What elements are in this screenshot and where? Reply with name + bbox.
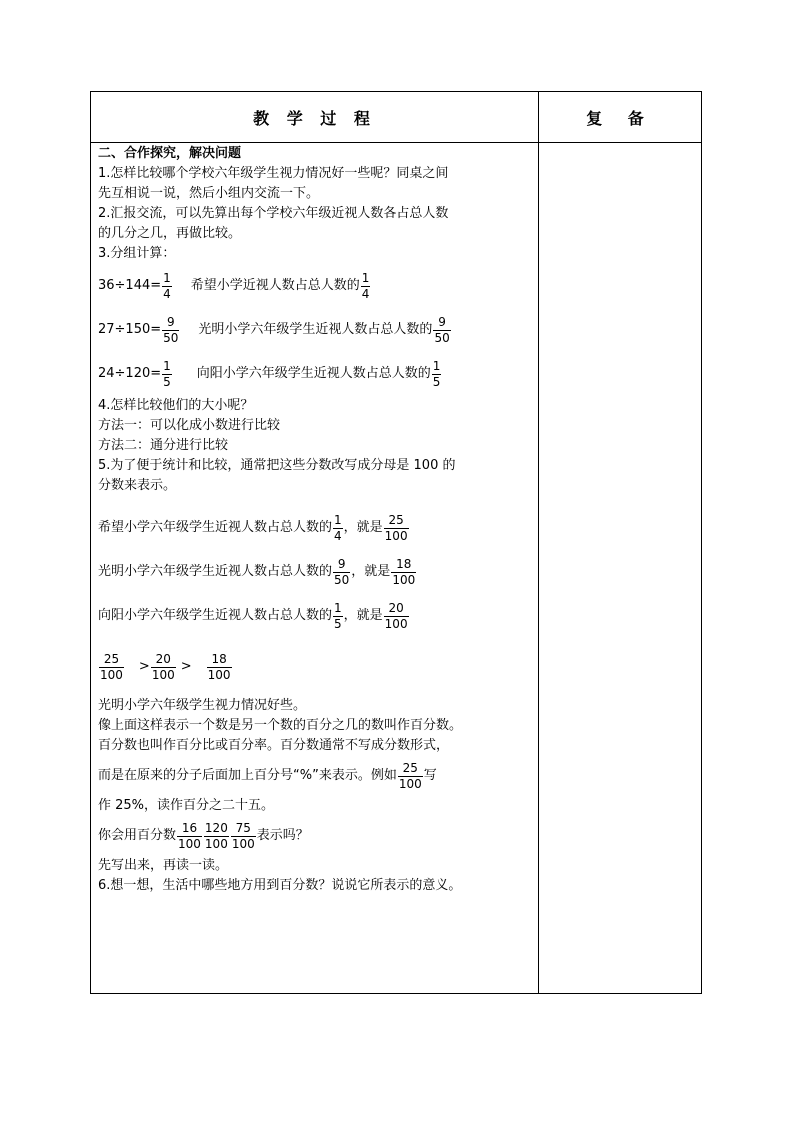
conversion-text: 光明小学六年级学生近视人数占总人数的 — [98, 564, 333, 579]
header-teaching-process: 教 学 过 程 — [91, 92, 539, 142]
paragraph-5: 5.为了便于统计和比较，通常把这些分数改写成分母是 100 的 — [98, 458, 456, 473]
calc-row — [98, 264, 538, 308]
question-row: 你会用百分数 $\frac{16}{100}$ $\frac{120}{100}$ $\frac{75}{100}$ 表示吗？ — [98, 820, 309, 851]
fraction: $\frac{25}{100}$ — [384, 512, 408, 543]
fraction: $\frac{75}{100}$ — [231, 820, 255, 851]
greater-than-sign: > — [180, 659, 192, 674]
fraction: $\frac{1}{5}$ — [432, 358, 441, 389]
fraction: $\frac{9}{50}$ — [163, 314, 179, 345]
method-2: 方法二：通分进行比较 — [98, 438, 229, 453]
column-divider — [538, 142, 539, 993]
greater-than-sign: > — [138, 659, 150, 674]
calc-text: 向阳小学六年级学生近视人数占总人数的 — [196, 366, 431, 381]
fraction: $\frac{20}{100}$ — [384, 600, 408, 631]
fraction: $\frac{1}{4}$ — [163, 270, 171, 301]
paragraph-6: 6.想一想，生活中哪些地方用到百分数？说说它所表示的意义。 — [98, 878, 462, 893]
conclusion-4: 而是在原来的分子后面加上百分号“%”来表示。例如 $\frac{25}{100}$ 写 — [98, 760, 437, 791]
method-1: 方法一：可以化成小数进行比较 — [98, 418, 281, 433]
lesson-table — [90, 91, 702, 994]
fraction: $\frac{120}{100}$ — [204, 820, 228, 851]
paragraph-5b: 分数来表示。 — [98, 478, 177, 493]
table-header — [91, 92, 701, 143]
conversion-mid: ，就是 — [343, 608, 383, 623]
fraction: $\frac{1}{4}$ — [334, 512, 342, 543]
conversion-row — [98, 506, 538, 550]
conclusion-3: 百分数也叫作百分比或百分率。百分数通常不写成分数形式， — [98, 738, 450, 753]
conversion-mid: ，就是 — [351, 564, 391, 579]
fraction: $\frac{25}{100}$ — [398, 760, 422, 791]
fraction: $\frac{1}{5}$ — [334, 600, 342, 631]
conversion-row — [98, 550, 538, 594]
paragraph-1: 1.怎样比较哪个学校六年级学生视力情况好一些呢？同桌之间 — [98, 166, 449, 181]
conclusion-5: 作 25%，读作百分之二十五。 — [98, 798, 275, 813]
calc-row — [98, 308, 538, 352]
calc-text: 光明小学六年级学生近视人数占总人数的 — [198, 322, 433, 337]
calc-row — [98, 352, 538, 396]
calc-expression: 36÷144= — [98, 278, 162, 293]
fraction: $\frac{16}{100}$ — [178, 820, 201, 851]
conversion-row — [98, 594, 538, 638]
conclusion-2: 像上面这样表示一个数是另一个数的百分之几的数叫作百分数。 — [98, 718, 463, 733]
fraction: $\frac{25}{100}$ — [100, 651, 123, 682]
paragraph-2b: 的几分之几，再做比较。 — [98, 226, 242, 241]
paragraph-4: 4.怎样比较他们的大小呢？ — [98, 398, 254, 413]
calc-text: 希望小学近视人数占总人数的 — [190, 278, 360, 293]
conversion-mid: ，就是 — [343, 520, 383, 535]
calc-expression: 24÷120= — [98, 366, 162, 381]
teaching-content — [98, 144, 538, 896]
paragraph-2: 2.汇报交流，可以先算出每个学校六年级近视人数各占总人数 — [98, 206, 449, 221]
paragraph-3: 3.分组计算： — [98, 246, 176, 261]
comparison-row — [98, 638, 538, 696]
calc-expression: 27÷150= — [98, 322, 162, 337]
fraction: $\frac{1}{5}$ — [163, 358, 171, 389]
paragraph-1b: 先互相说一说，然后小组内交流一下。 — [98, 186, 320, 201]
conversion-text: 向阳小学六年级学生近视人数占总人数的 — [98, 608, 333, 623]
conversion-text: 希望小学六年级学生近视人数占总人数的 — [98, 520, 333, 535]
fraction: $\frac{20}{100}$ — [151, 651, 175, 682]
section-title: 二、合作探究，解决问题 — [98, 146, 242, 161]
fraction: $\frac{18}{100}$ — [392, 556, 416, 587]
fraction: $\frac{9}{50}$ — [434, 314, 450, 345]
conclusion-1: 光明小学六年级学生视力情况好些。 — [98, 698, 307, 713]
header-review-prep: 复 备 — [586, 108, 654, 128]
fraction: $\frac{1}{4}$ — [361, 270, 370, 301]
conclusion-6: 先写出来，再读一读。 — [98, 858, 229, 873]
fraction: $\frac{9}{50}$ — [334, 556, 350, 587]
fraction: $\frac{18}{100}$ — [207, 651, 231, 682]
